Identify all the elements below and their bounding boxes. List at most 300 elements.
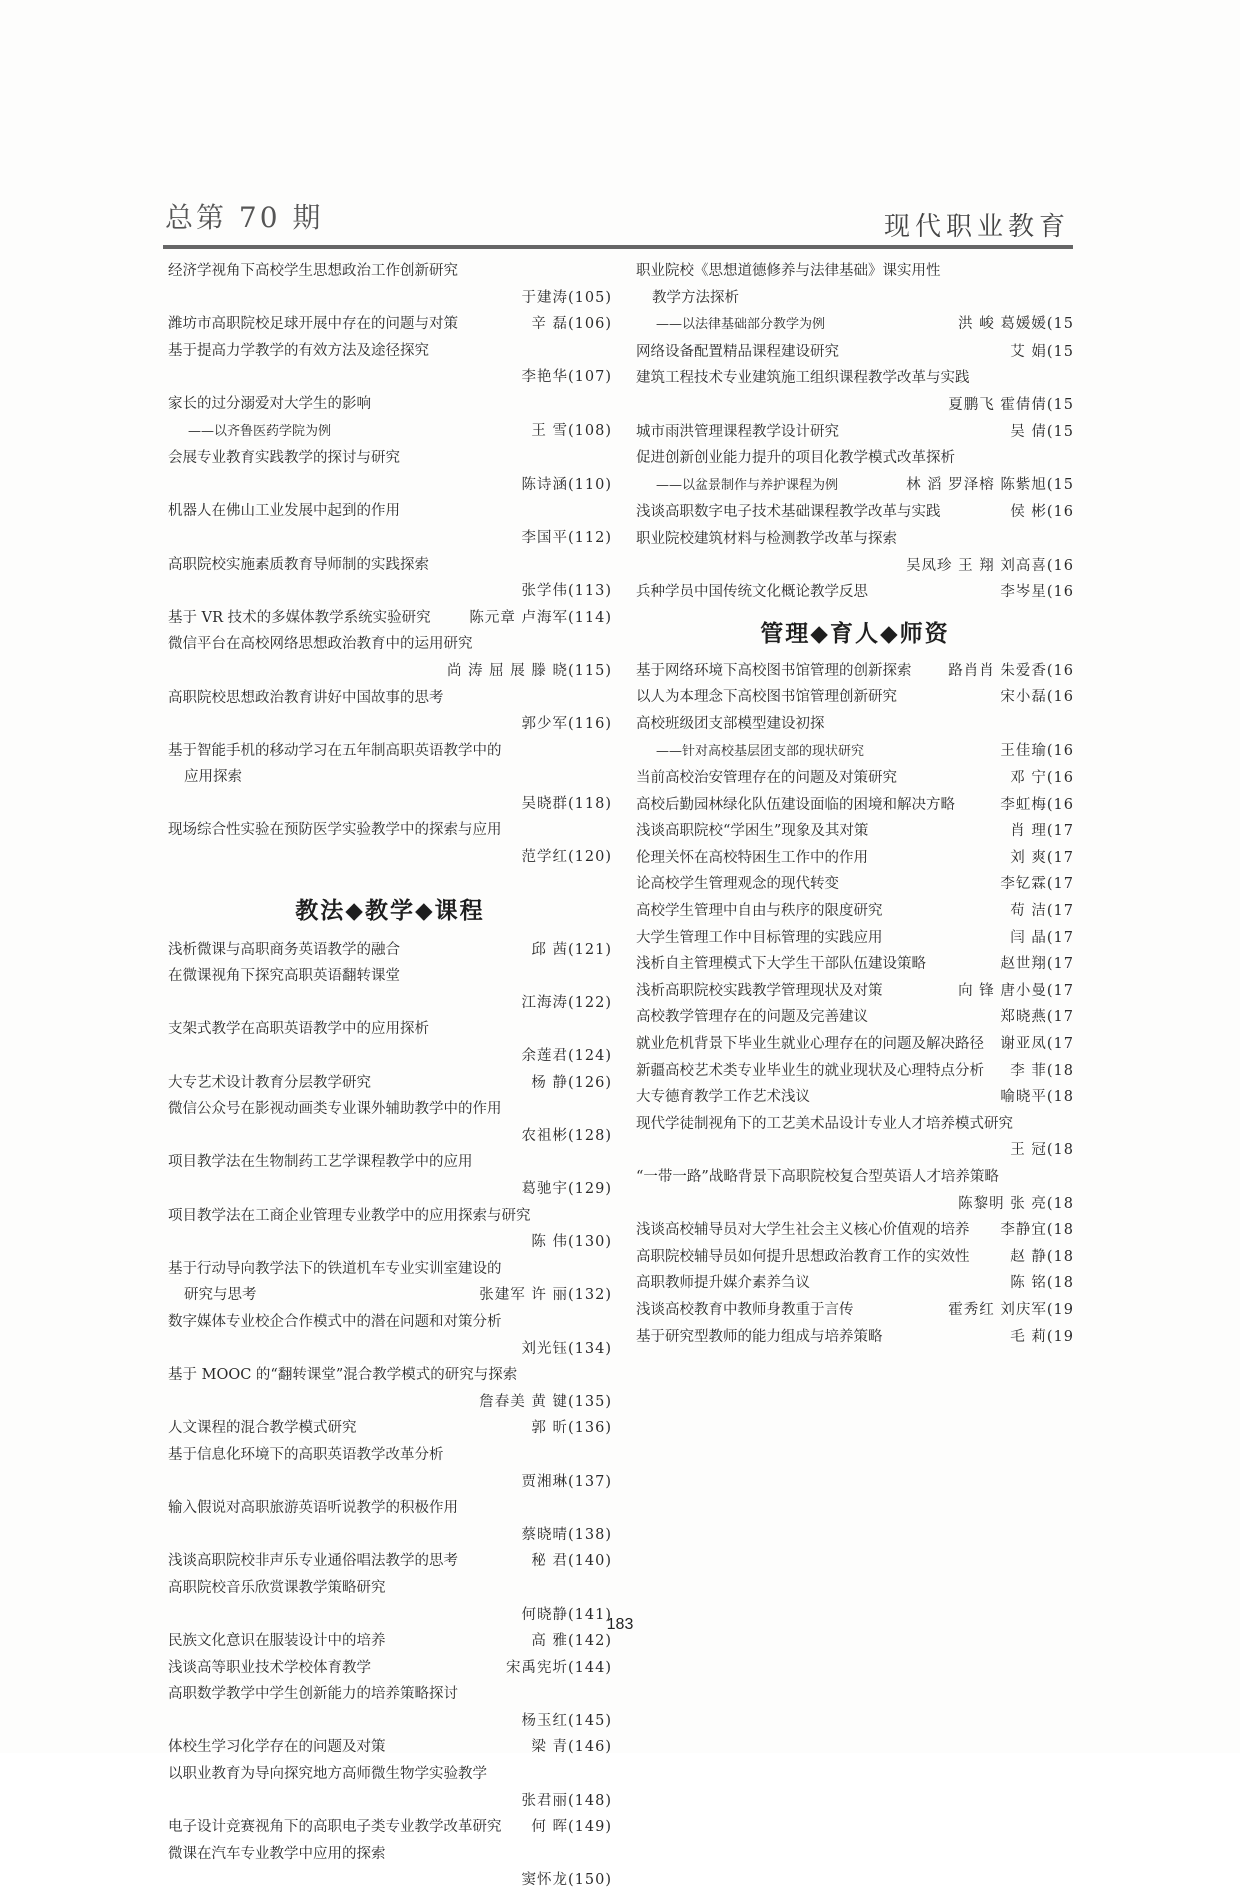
- toc-entry-title: 浅谈高校教育中教师身教重于言传: [636, 1301, 854, 1318]
- toc-entry-line: [636, 711, 1074, 738]
- toc-entry-subtitle: ——以盆景制作与养护课程为例: [656, 477, 839, 493]
- toc-entry-title: 基于网络环境下高校图书馆管理的创新探索: [636, 662, 912, 679]
- toc-entry: [636, 1297, 1074, 1324]
- toc-entry-line: [168, 578, 612, 605]
- toc-entry: [168, 817, 612, 870]
- toc-entry: [168, 1761, 612, 1814]
- toc-entry-line: [168, 1734, 612, 1761]
- toc-entry-line: [168, 1655, 612, 1682]
- toc-entry-title: 现场综合性实验在预防医学实验教学中的探索与应用: [168, 822, 502, 839]
- toc-entry-author: 苟 洁(17: [1010, 903, 1074, 920]
- toc-entry-title: 浅谈高职院校非声乐专业通俗唱法教学的思考: [168, 1553, 458, 1570]
- toc-entry-line: [636, 845, 1074, 872]
- toc-entry-title: 民族文化意识在服装设计中的培养: [168, 1633, 386, 1650]
- toc-entry-line: [636, 499, 1074, 526]
- toc-entry-line: [168, 711, 612, 738]
- toc-entry-line: [168, 817, 612, 844]
- toc-entry-line: [168, 990, 612, 1017]
- toc-entry-line: [168, 285, 612, 312]
- toc-entry: [636, 925, 1074, 952]
- toc-entry: [168, 1841, 612, 1894]
- toc-entry: [636, 658, 1074, 685]
- toc-entry-title: 基于信息化环境下的高职英语教学改革分析: [168, 1446, 444, 1463]
- toc-entry-author: 范学红(120): [521, 849, 612, 866]
- toc-entry-author: 李艳华(107): [521, 369, 612, 386]
- toc-entry-title: 高职院校思想政治教育讲好中国故事的思考: [168, 689, 444, 706]
- toc-entry: [168, 1495, 612, 1548]
- toc-entry-line: [168, 1814, 612, 1841]
- toc-entry-author: 邓 宁(16: [1010, 770, 1074, 787]
- toc-entry-title-cont: 应用探索: [184, 769, 242, 786]
- toc-entry-line: [168, 525, 612, 552]
- toc-entry: [168, 1442, 612, 1495]
- toc-entry-line: [168, 937, 612, 964]
- toc-entry-author: 李国平(112): [521, 529, 612, 546]
- toc-entry-line: [636, 898, 1074, 925]
- toc-entry-subtitle: ——以齐鲁医药学院为例: [188, 423, 332, 439]
- toc-entry-line: [168, 338, 612, 365]
- toc-entry-title: 浅谈高职数字电子技术基础课程教学改革与实践: [636, 504, 941, 521]
- toc-entry-author: 李虹梅(16: [1000, 796, 1074, 813]
- toc-entry-title: 职业院校建筑材料与检测教学改革与探索: [636, 530, 897, 547]
- toc-entry-line: [168, 1681, 612, 1708]
- toc-entry-author: 张学伟(113): [521, 583, 612, 600]
- toc-entry-line: [636, 658, 1074, 685]
- toc-entry-author: 何 晖(149): [531, 1819, 612, 1836]
- toc-entry-line: [168, 1070, 612, 1097]
- toc-entry-author: 肖 理(17: [1010, 823, 1074, 840]
- toc-entry-line: [168, 1495, 612, 1522]
- toc-entry-line: [636, 472, 1074, 500]
- toc-entry-line: [168, 1336, 612, 1363]
- toc-entry-line: [636, 1297, 1074, 1324]
- toc-entry-list: [168, 937, 612, 1894]
- toc-entry-title: “一带一路”战略背景下高职院校复合型英语人才培养策略: [636, 1169, 999, 1185]
- toc-entry-title: 大专德育教学工作艺术浅议: [636, 1089, 810, 1106]
- toc-entry-line: [168, 1469, 612, 1496]
- toc-entry-line: [636, 1058, 1074, 1085]
- toc-entry-title: 促进创新创业能力提升的项目化教学模式改革探析: [636, 450, 955, 467]
- toc-entry: [168, 631, 612, 684]
- toc-entry-title: 项目教学法在生物制药工艺学课程教学中的应用: [168, 1154, 473, 1171]
- toc-entry: [168, 258, 612, 311]
- toc-entry-author: 陈 铭(18: [1010, 1275, 1074, 1292]
- toc-entry-line: [168, 391, 612, 418]
- toc-left-column: [168, 258, 612, 1894]
- toc-entry-line: [168, 418, 612, 446]
- toc-entry-title: 职业院校《思想道德修养与法律基础》课实用性: [636, 263, 941, 279]
- toc-entry-line: [636, 365, 1074, 392]
- toc-entry: [636, 711, 1074, 765]
- toc-entry: [636, 1164, 1074, 1217]
- toc-entry-author: 王 雪(108): [531, 422, 612, 439]
- toc-entry-line: [636, 978, 1074, 1005]
- toc-entry-title: 人文课程的混合教学模式研究: [168, 1420, 357, 1437]
- toc-entry-line: [636, 339, 1074, 366]
- toc-entry-author: 林 滔 罗泽榕 陈紫旭(15: [906, 476, 1074, 493]
- toc-entry: [636, 684, 1074, 711]
- toc-entry-author: 陈元章 卢海军(114): [469, 609, 612, 626]
- toc-entry: [636, 258, 1074, 339]
- toc-entry-line: [168, 472, 612, 499]
- toc-entry-title: 支架式教学在高职英语教学中的应用探析: [168, 1021, 429, 1038]
- toc-entry-line: [168, 1708, 612, 1735]
- toc-entry-author: 艾 娟(15: [1010, 343, 1074, 360]
- toc-entry-author: 农祖彬(128): [521, 1127, 612, 1144]
- toc-entry-title: 体校生学习化学存在的问题及对策: [168, 1739, 386, 1756]
- toc-entry: [636, 1217, 1074, 1244]
- toc-entry-title: 以职业教育为导向探究地方高师微生物学实验教学: [168, 1766, 487, 1783]
- toc-entry-line: [168, 791, 612, 818]
- toc-entry-title: 浅谈高职院校“学困生”现象及其对策: [636, 823, 869, 840]
- toc-entry: [168, 1814, 612, 1841]
- toc-entry-title: 高校班级团支部模型建设初探: [636, 715, 825, 732]
- toc-entry-title: 城市雨洪管理课程教学设计研究: [636, 423, 839, 440]
- toc-entry: [168, 1070, 612, 1097]
- toc-entry-line: [636, 1217, 1074, 1244]
- toc-entry-line: [168, 1256, 612, 1283]
- toc-entry-title-cont: 教学方法探析: [652, 289, 739, 306]
- toc-entry-line: [168, 1123, 612, 1150]
- toc-entry-author: 陈诗涵(110): [521, 476, 612, 493]
- toc-entry-line: [636, 285, 1074, 312]
- toc-entry: [168, 391, 612, 445]
- toc-entry-line: [168, 1841, 612, 1868]
- toc-entry: [636, 1111, 1074, 1164]
- toc-entry-author: 尚 涛 屈 展 滕 晓(115): [446, 662, 612, 679]
- toc-entry-title: 基于 MOOC 的“翻转课堂”混合教学模式的研究与探索: [168, 1367, 518, 1384]
- toc-entry-line: [168, 1176, 612, 1203]
- toc-entry: [168, 1655, 612, 1682]
- toc-entry-line: [168, 658, 612, 685]
- toc-entry-author: 王 冠(18: [1010, 1142, 1074, 1159]
- toc-entry-line: [636, 1031, 1074, 1058]
- toc-entry-title: 就业危机背景下毕业生就业心理存在的问题及解决路径: [636, 1036, 984, 1053]
- toc-entry: [168, 963, 612, 1016]
- toc-entry: [168, 685, 612, 738]
- toc-entry: [636, 499, 1074, 526]
- header-rule: [163, 245, 1073, 249]
- toc-entry-line: [168, 1229, 612, 1256]
- toc-entry-title: 项目教学法在工商企业管理专业教学中的应用探索与研究: [168, 1207, 531, 1224]
- toc-entry-author: 何晓静(141): [521, 1606, 612, 1623]
- toc-entry-title: 基于提高力学教学的有效方法及途径探究: [168, 342, 429, 359]
- toc-entry: [636, 1084, 1074, 1111]
- toc-entry-author: 闫 晶(17: [1010, 929, 1074, 946]
- toc-entry-list: [168, 258, 612, 871]
- section-title: 管理◆育人◆师资: [760, 620, 950, 647]
- toc-entry-author: 秘 君(140): [531, 1553, 612, 1570]
- page-number: 183: [606, 1616, 634, 1633]
- toc-entry-author: 吴 倩(15: [1010, 423, 1074, 440]
- toc-entry-line: [636, 1137, 1074, 1164]
- toc-entry-line: [168, 1389, 612, 1416]
- toc-entry-line: [168, 1575, 612, 1602]
- toc-entry-line: [636, 871, 1074, 898]
- toc-entry-author: 毛 莉(19: [1010, 1328, 1074, 1345]
- toc-entry-author: 赵 静(18: [1010, 1248, 1074, 1265]
- toc-entry-line: [636, 1164, 1074, 1191]
- toc-entry-line: [168, 1362, 612, 1389]
- toc-entry-author: 赵世翔(17: [1000, 956, 1074, 973]
- toc-entry-author: 向 锋 唐小曼(17: [958, 982, 1074, 999]
- toc-entry-line: [168, 1043, 612, 1070]
- toc-entry-line: [636, 258, 1074, 285]
- toc-entry-line: [168, 631, 612, 658]
- toc-entry-title-cont: 研究与思考: [184, 1287, 257, 1304]
- toc-entry-line: [168, 1096, 612, 1123]
- journal-name: 现代职业教育: [883, 212, 1070, 242]
- toc-entry-line: [168, 1016, 612, 1043]
- toc-entry-title: 基于智能手机的移动学习在五年制高职英语教学中的: [168, 742, 502, 759]
- toc-entry-subtitle: ——以法律基础部分教学为例: [656, 317, 826, 333]
- toc-entry-line: [168, 1761, 612, 1788]
- toc-entry-line: [636, 445, 1074, 472]
- toc-entry: [636, 792, 1074, 819]
- toc-entry-title: 输入假说对高职旅游英语听说教学的积极作用: [168, 1500, 458, 1517]
- toc-entry-title: 基于行动导向教学法下的铁道机车专业实训室建设的: [168, 1260, 502, 1277]
- toc-entry-line: [168, 1442, 612, 1469]
- toc-entry-author: 窦怀龙(150): [521, 1872, 612, 1889]
- toc-entry-line: [168, 552, 612, 579]
- toc-entry-line: [636, 765, 1074, 792]
- toc-entry-title: 建筑工程技术专业建筑施工组织课程教学改革与实践: [636, 370, 970, 387]
- toc-entry-author: 李岑星(16: [1000, 584, 1074, 601]
- toc-entry-author: 郑晓燕(17: [1000, 1009, 1074, 1026]
- toc-entry-author: 陈 伟(130): [531, 1234, 612, 1251]
- toc-entry-line: [168, 764, 612, 791]
- toc-entry-author: 葛驰宇(129): [521, 1181, 612, 1197]
- toc-entry-author: 郭 昕(136): [531, 1420, 612, 1437]
- toc-entry-title: 浅析自主管理模式下大学生干部队伍建设策略: [636, 956, 926, 973]
- toc-entry-author: 张君丽(148): [521, 1792, 612, 1809]
- toc-entry-line: [636, 818, 1074, 845]
- toc-entry-line: [168, 498, 612, 525]
- toc-entry-author: 路肖肖 朱爱香(16: [948, 662, 1074, 679]
- toc-entry: [168, 1681, 612, 1734]
- toc-entry-line: [636, 526, 1074, 553]
- toc-entry: [636, 765, 1074, 792]
- toc-entry-title: 大学生管理工作中目标管理的实践应用: [636, 929, 883, 946]
- toc-entry: [168, 1096, 612, 1149]
- toc-entry-title: 浅析微课与高职商务英语教学的融合: [168, 941, 400, 958]
- toc-entry: [168, 1203, 612, 1256]
- toc-entry-line: [168, 1149, 612, 1176]
- toc-entry-list: [636, 258, 1074, 606]
- toc-entry-title: 高校学生管理中自由与秩序的限度研究: [636, 903, 883, 920]
- toc-entry-title: 当前高校治安管理存在的问题及对策研究: [636, 770, 897, 787]
- toc-entry-title: 潍坊市高职院校足球开展中存在的问题与对策: [168, 316, 458, 333]
- toc-entry-title: 浅谈高等职业技术学校体育教学: [168, 1659, 371, 1676]
- toc-entry-title: 浅析高职院校实践教学管理现状及对策: [636, 982, 883, 999]
- toc-entry-line: [636, 1191, 1074, 1218]
- toc-entry-author: 梁 青(146): [531, 1739, 612, 1756]
- toc-entry-author: 洪 峻 葛媛媛(15: [958, 316, 1074, 333]
- toc-entry-line: [636, 1111, 1074, 1138]
- toc-entry-author: 李钇霖(17: [1000, 876, 1074, 893]
- toc-entry-title: 伦理关怀在高校特困生工作中的作用: [636, 849, 868, 866]
- toc-entry-line: [168, 1522, 612, 1549]
- toc-entry: [168, 1256, 612, 1309]
- toc-entry-line: [168, 445, 612, 472]
- toc-entry: [636, 365, 1074, 418]
- toc-entry-title: 论高校学生管理观念的现代转变: [636, 876, 839, 893]
- toc-entry-line: [636, 553, 1074, 580]
- toc-entry-title: 数字媒体专业校企合作模式中的潜在问题和对策分析: [168, 1313, 502, 1330]
- toc-entry-line: [168, 258, 612, 285]
- toc-entry-author: 陈黎明 张 亮(18: [958, 1195, 1074, 1212]
- toc-entry: [636, 1058, 1074, 1085]
- toc-entry-title: 兵种学员中国传统文化概论教学反思: [636, 584, 868, 601]
- toc-entry-author: 余莲君(124): [521, 1048, 612, 1065]
- toc-entry-author: 谢亚凤(17: [1000, 1036, 1074, 1053]
- toc-entry-line: [636, 579, 1074, 606]
- toc-entry-title: 经济学视角下高校学生思想政治工作创新研究: [168, 263, 458, 279]
- toc-entry-subtitle: ——针对高校基层团支部的现状研究: [656, 743, 865, 759]
- toc-entry-title: 微信平台在高校网络思想政治教育中的运用研究: [168, 636, 473, 653]
- toc-entry-author: 江海涛(122): [521, 994, 612, 1011]
- issue-number: 总第 70 期: [165, 201, 324, 234]
- toc-entry-author: 杨玉红(145): [521, 1712, 612, 1729]
- toc-entry-title: 浅谈高校辅导员对大学生社会主义核心价值观的培养: [636, 1222, 970, 1239]
- toc-entry: [636, 818, 1074, 845]
- toc-entry-title: 大专艺术设计教育分层教学研究: [168, 1074, 371, 1091]
- toc-entry-line: [636, 392, 1074, 419]
- toc-entry-author: 贾湘琳(137): [521, 1473, 612, 1490]
- toc-entry-title: 网络设备配置精品课程建设研究: [636, 343, 839, 360]
- toc-entry: [168, 605, 612, 632]
- toc-entry-title: 以人为本理念下高校图书馆管理创新研究: [636, 689, 897, 706]
- toc-entry-title: 高职院校音乐欣赏课教学策略研究: [168, 1579, 386, 1596]
- toc-entry: [636, 951, 1074, 978]
- toc-entry-line: [168, 1282, 612, 1309]
- toc-entry-author: 夏鹏飞 霍倩倩(15: [948, 396, 1074, 413]
- toc-entry-title: 现代学徒制视角下的工艺美术品设计专业人才培养模式研究: [636, 1115, 1013, 1132]
- toc-entry-author: 杨 静(126): [531, 1074, 612, 1091]
- toc-entry-author: 郭少军(116): [521, 716, 612, 733]
- toc-entry-author: 刘 爽(17: [1010, 849, 1074, 866]
- toc-entry: [636, 579, 1074, 606]
- toc-entry: [636, 898, 1074, 925]
- toc-entry: [168, 1734, 612, 1761]
- toc-entry: [168, 937, 612, 964]
- toc-entry-title: 微课在汽车专业教学中应用的探索: [168, 1845, 386, 1862]
- toc-entry-author: 宋禹宪圻(144): [506, 1659, 612, 1676]
- toc-entry-author: 宋小磊(16: [1000, 689, 1074, 706]
- toc-entry: [168, 498, 612, 551]
- toc-entry-author: 喻晓平(18: [1000, 1089, 1074, 1106]
- toc-entry-line: [168, 1788, 612, 1815]
- toc-entry: [636, 1324, 1074, 1351]
- toc-entry-title: 高职院校实施素质教育导师制的实践探索: [168, 556, 429, 573]
- toc-entry-line: [636, 1244, 1074, 1271]
- toc-entry-author: 于建涛(105): [521, 289, 612, 306]
- toc-entry-title: 高职数学教学中学生创新能力的培养策略探讨: [168, 1686, 458, 1703]
- toc-entry-author: 李 菲(18: [1010, 1062, 1074, 1079]
- toc-entry-title: 微信公众号在影视动画类专业课外辅助教学中的作用: [168, 1101, 502, 1118]
- toc-entry: [636, 871, 1074, 898]
- toc-entry-title: 高职教师提升媒介素养刍议: [636, 1275, 810, 1292]
- toc-entry-title: 机器人在佛山工业发展中起到的作用: [168, 503, 400, 520]
- toc-entry-line: [636, 311, 1074, 339]
- toc-entry-line: [636, 792, 1074, 819]
- toc-entry-author: 辛 磊(106): [531, 316, 612, 333]
- toc-entry-author: 詹春美 黄 键(135): [479, 1393, 612, 1410]
- toc-entry-line: [168, 1867, 612, 1894]
- toc-entry-title: 家长的过分溺爱对大学生的影响: [168, 395, 371, 412]
- toc-entry-line: [636, 738, 1074, 766]
- toc-entry-line: [168, 364, 612, 391]
- toc-entry-title: 电子设计竞赛视角下的高职电子类专业教学改革研究: [168, 1819, 502, 1836]
- toc-entry: [168, 1362, 612, 1415]
- toc-entry-author: 霍秀红 刘庆军(19: [948, 1301, 1074, 1318]
- toc-entry: [636, 1270, 1074, 1297]
- toc-entry: [636, 445, 1074, 499]
- toc-entry: [168, 1016, 612, 1069]
- toc-entry-line: [636, 419, 1074, 446]
- toc-entry-list: [636, 658, 1074, 1350]
- toc-entry-line: [636, 951, 1074, 978]
- toc-entry-title: 高校教学管理存在的问题及完善建议: [636, 1009, 868, 1026]
- toc-entry: [636, 419, 1074, 446]
- toc-entry-line: [636, 684, 1074, 711]
- toc-entry-author: 张建军 许 丽(132): [479, 1287, 612, 1304]
- toc-entry-line: [168, 738, 612, 765]
- toc-entry-line: [636, 1004, 1074, 1031]
- toc-entry-author: 刘光钰(134): [521, 1340, 612, 1357]
- toc-entry-line: [636, 1084, 1074, 1111]
- toc-entry-title: 在微课视角下探究高职英语翻转课堂: [168, 968, 400, 985]
- toc-entry-title: 高职院校辅导员如何提升思想政治教育工作的实效性: [636, 1248, 970, 1265]
- toc-entry-line: [168, 605, 612, 632]
- toc-entry-line: [168, 963, 612, 990]
- toc-entry: [636, 1031, 1074, 1058]
- toc-entry-line: [168, 311, 612, 338]
- toc-entry-author: 吴凤珍 王 翔 刘高喜(16: [906, 557, 1074, 574]
- toc-entry-author: 吴晓群(118): [521, 795, 612, 812]
- toc-entry: [168, 1415, 612, 1442]
- toc-entry-title: 基于研究型教师的能力组成与培养策略: [636, 1328, 883, 1345]
- toc-entry-author: 李静宜(18: [1000, 1222, 1074, 1239]
- toc-entry-author: 邱 茜(121): [531, 941, 612, 958]
- toc-entry-line: [168, 1203, 612, 1230]
- toc-entry-line: [168, 1548, 612, 1575]
- toc-right-column: [636, 258, 1074, 1350]
- toc-entry-author: 侯 彬(16: [1010, 504, 1074, 521]
- toc-entry-line: [636, 925, 1074, 952]
- toc-entry: [168, 1149, 612, 1202]
- toc-entry: [636, 339, 1074, 366]
- toc-entry-title: 新疆高校艺术类专业毕业生的就业现状及心理特点分析: [636, 1062, 984, 1079]
- toc-entry-author: 蔡晓晴(138): [521, 1526, 612, 1543]
- toc-entry: [636, 526, 1074, 579]
- toc-entry: [168, 445, 612, 498]
- toc-entry-line: [168, 1309, 612, 1336]
- toc-entry-line: [168, 1415, 612, 1442]
- toc-entry-author: 王佳瑜(16: [1000, 742, 1074, 759]
- toc-entry: [168, 1548, 612, 1575]
- toc-entry: [636, 845, 1074, 872]
- toc-entry-title: 高校后勤园林绿化队伍建设面临的困境和解决方略: [636, 796, 955, 813]
- toc-entry-line: [168, 685, 612, 712]
- toc-entry-author: 高 雅(142): [531, 1633, 612, 1650]
- toc-entry: [168, 311, 612, 338]
- toc-entry-line: [168, 844, 612, 871]
- toc-entry-title: 会展专业教育实践教学的探讨与研究: [168, 450, 400, 467]
- toc-entry: [168, 338, 612, 391]
- toc-entry-line: [636, 1270, 1074, 1297]
- toc-entry: [636, 1004, 1074, 1031]
